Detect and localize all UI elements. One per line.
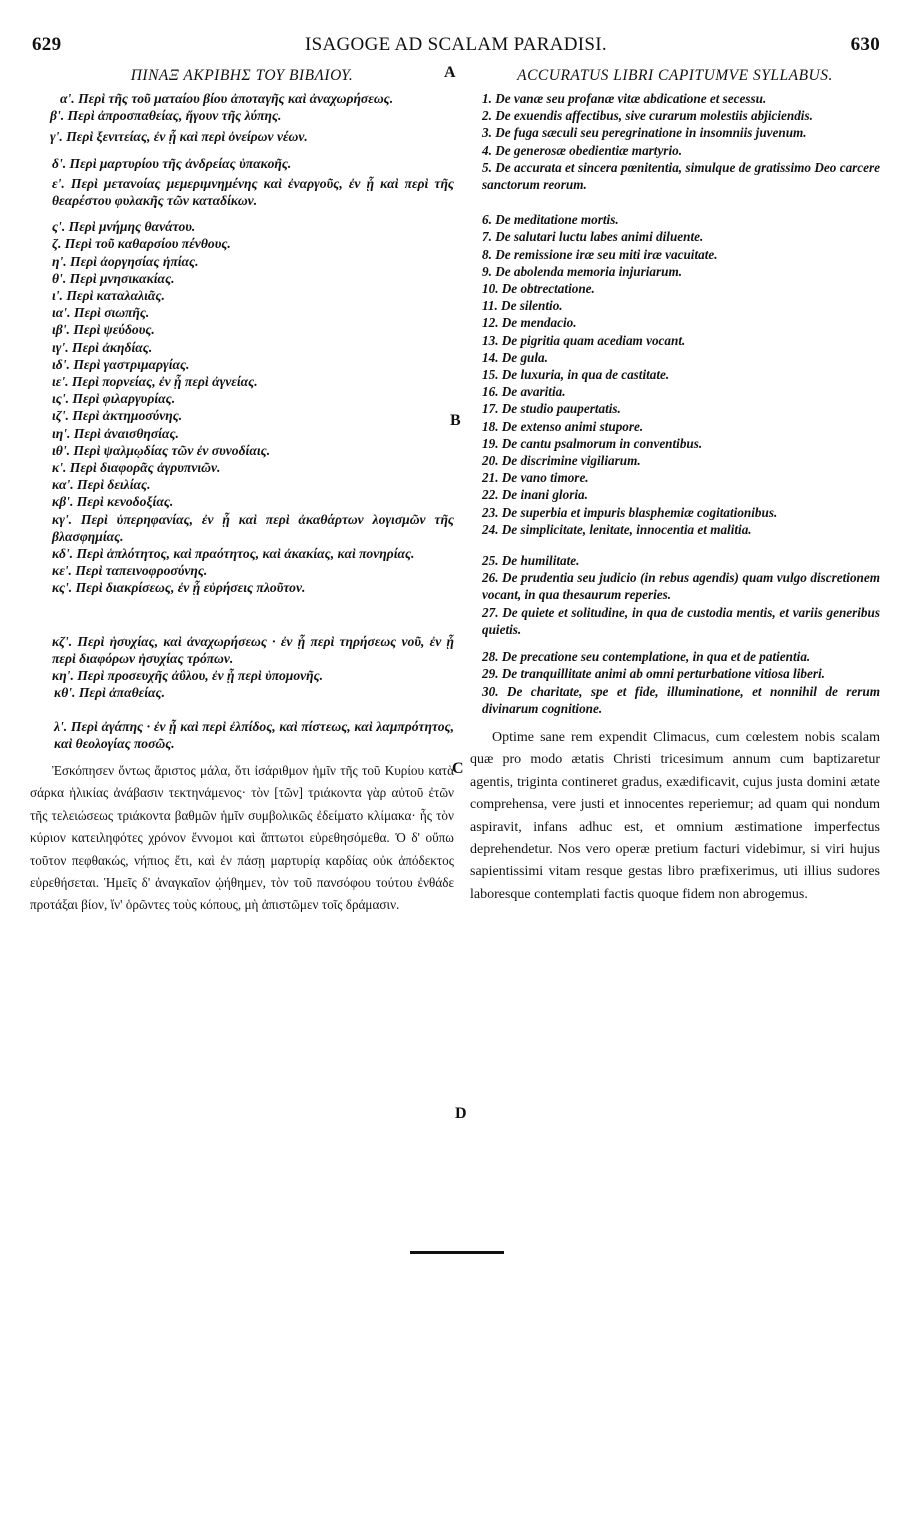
- latin-entry: 4. De generosæ obedientiæ martyrio.: [482, 142, 682, 158]
- margin-letter-b: B: [450, 412, 461, 429]
- latin-entry: 9. De abolenda memoria injuriarum.: [482, 263, 683, 279]
- latin-entry: 1. De vanæ seu profanæ vitæ abdicatione et secessu.: [482, 91, 767, 106]
- greek-entry: ιε'. Περὶ πορνείας, ἐν ᾗ περὶ ἀγνείας.: [52, 374, 258, 390]
- greek-entry: κζ'. Περὶ ἡσυχίας, καὶ ἀναχωρήσεως · ἐν ᾗ περὶ τηρήσεως νοῦ, ἐν ᾗ περὶ διαφόρων ἡσυχίας τρόπων.: [52, 633, 454, 666]
- greek-entry: κη'. Περὶ προσευχῆς ἀΰλου, ἐν ᾗ περὶ ὑπομονῆς.: [52, 668, 324, 684]
- latin-entry: 30. De charitate, spe et fide, illuminatione, et nonnihil de rerum divinarum cognitione.: [482, 683, 880, 716]
- running-title: ISAGOGE AD SCALAM PARADISI.: [305, 34, 607, 55]
- latin-entry: 2. De exuendis affectibus, sive curarum molestiis abjiciendis.: [482, 108, 813, 124]
- latin-entry: 10. De obtrectatione.: [482, 281, 595, 297]
- greek-column-title: ΠΙΝΑΞ ΑΚΡΙΒΗΣ ΤΟΥ ΒΙΒΛΙΟΥ.: [130, 67, 354, 84]
- greek-entry: ιγ'. Περὶ ἀκηδίας.: [52, 339, 153, 355]
- greek-table-of-contents: [30, 90, 454, 752]
- latin-column-title: ACCURATUS LIBRI CAPITUMVE SYLLABUS.: [517, 67, 833, 84]
- latin-entry: 20. De discrimine vigiliarum.: [482, 453, 641, 469]
- latin-entry: 8. De remissione iræ seu miti iræ vacuitate.: [482, 246, 718, 262]
- greek-entry: κ'. Περὶ διαφορᾶς ἀγρυπνιῶν.: [52, 460, 221, 476]
- page-number-left: 629: [32, 34, 62, 55]
- greek-entry: κδ'. Περὶ ἁπλότητος, καὶ πραότητος, καὶ ἀκακίας, καὶ πονηρίας.: [52, 546, 415, 562]
- latin-column: [470, 66, 880, 906]
- latin-entry: 28. De precatione seu contemplatione, in qua et de patientia.: [482, 649, 811, 665]
- greek-entry: ζ. Περὶ τοῦ καθαρσίου πένθους.: [52, 236, 231, 252]
- latin-entry: 22. De inani gloria.: [482, 487, 588, 503]
- running-head: [32, 34, 880, 56]
- latin-entry: 18. De extenso animi stupore.: [482, 418, 644, 434]
- latin-entry: 11. De silentio.: [482, 298, 563, 314]
- greek-entry: κγ'. Περὶ ὑπερηφανίας, ἐν ᾗ καὶ περὶ ἀκαθάρτων λογισμῶν τῆς βλασφημίας.: [52, 511, 454, 544]
- greek-entry: δ'. Περὶ μαρτυρίου τῆς ἀνδρείας ὑπακοῆς.: [52, 155, 292, 171]
- greek-entry: ιη'. Περὶ ἀναισθησίας.: [52, 425, 179, 441]
- page-number-right: 630: [850, 34, 880, 55]
- latin-entry: 7. De salutari luctu labes animi diluente.: [482, 229, 704, 245]
- greek-entry: γ'. Περὶ ξενιτείας, ἐν ᾗ καὶ περὶ ὀνείρων νέων.: [50, 129, 308, 145]
- greek-entry: ιδ'. Περὶ γαστριμαργίας.: [52, 356, 190, 372]
- greek-entry: κα'. Περὶ δειλίας.: [52, 477, 151, 493]
- greek-introduction-paragraph: Ἐσκόπησεν ὄντως ἄριστος μάλα, ὅτι ἰσάριθμον ἡμῖν τῆς τοῦ Κυρίου κατὰ σάρκα ἡλικίας ἀνάβασιν τεκτηνάμενος· τὸν [τῶν] τριάκοντα γὰρ αὐτοῦ ἐτῶν τῆς τελειώσεως τριάκοντα βαθμῶν ἡμῖν συμβολικῶς ἐδείματο κλίμακα· ἧς τὸν κύριον κατειληφότες χρόνον ἔννομοι καὶ ἄπτωτοι εὑρεθησόμεθα. Ὁ δ' οὔπω τοῦτον πεφθακώς, νήπιος ἔτι, καὶ ἐν πάσῃ μαρτυρίᾳ καρδίας οὐκ ἀπόδεκτος εὑρεθήσεται. Ἡμεῖς δ' ἀναγκαῖον ᾠήθημεν, τὸν τοῦ πανσόφου τούτου ἐνθάδε προτάξαι βίον, ἵν' ὁρῶντες τοὺς κόπους, μὴ ἀπιστῶμεν τοῖς δράμασιν.: [30, 762, 454, 913]
- latin-entry: 16. De avaritia.: [482, 384, 566, 400]
- latin-entry: 24. De simplicitate, lenitate, innocentia et malitia.: [482, 521, 752, 537]
- greek-entry: α'. Περὶ τῆς τοῦ ματαίου βίου ἀποταγῆς καὶ ἀναχωρήσεως.: [60, 91, 394, 106]
- greek-entry: κβ'. Περὶ κενοδοξίας.: [52, 494, 174, 510]
- greek-entry: ια'. Περὶ σιωπῆς.: [52, 305, 150, 321]
- greek-entry: ς'. Περὶ μνήμης θανάτου.: [52, 219, 196, 235]
- margin-letter-d: D: [455, 1105, 467, 1122]
- latin-entry: 26. De prudentia seu judicio (in rebus agendis) quam vulgo discretionem vocant, in qua thesaurum reperies.: [482, 570, 880, 603]
- latin-entry: 14. De gula.: [482, 349, 548, 365]
- margin-letter-a: A: [444, 64, 456, 81]
- latin-entry: 25. De humilitate.: [482, 553, 580, 569]
- greek-column: [30, 66, 454, 917]
- latin-entry: 5. De accurata et sincera pœnitentia, simulque de gratissimo Deo carcere sanctorum reorum.: [482, 159, 880, 193]
- section-end-rule: [410, 1251, 504, 1254]
- latin-entry: 23. De superbia et impuris blasphemiæ cogitationibus.: [482, 504, 778, 520]
- greek-entry: ε'. Περὶ μετανοίας μεμεριμνημένης καὶ ἐναργοῦς, ἐν ᾗ καὶ περὶ τῆς θεαρέστου φυλακῆς τῶν καταδίκων.: [52, 175, 454, 209]
- greek-entry: ιβ'. Περὶ ψεύδους.: [52, 322, 155, 338]
- greek-entry: ιθ'. Περὶ ψαλμῳδίας τῶν ἐν συνοδίαις.: [52, 442, 271, 458]
- greek-entry: ιζ'. Περὶ ἀκτημοσύνης.: [52, 408, 183, 424]
- latin-entry: 29. De tranquillitate animi ab omni perturbatione vitiosa liberi.: [482, 666, 825, 682]
- latin-introduction-paragraph: Optime sane rem expendit Climacus, cum cœlestem nobis scalam quæ pro modo ætatis Christi tricesimum annum cum baptizaretur agentis, triginta contineret gradus, exædificavit, cujus justa domini ætate comprehensa, vere justi et innocentes reperiemur; ad quam qui nondum aspiravit, infans adhuc est, et omnium æstimatione imperfectus deprehendetur. Nos vero operæ pretium facturi videbimur, si viri hujus sapientissimi vitam resque gestas libro præfixerimus, uti illius sudores laboresque contemplati factis quoque fidem non abrogemus.: [470, 729, 880, 902]
- greek-entry: β'. Περὶ ἀπροσπαθείας, ἤγουν τῆς λύπης.: [50, 108, 282, 124]
- latin-table-of-contents: [470, 90, 880, 717]
- greek-entry: λ'. Περὶ ἀγάπης · ἐν ᾗ καὶ περὶ ἐλπίδος, καὶ πίστεως, καὶ λαμπρότητος, καὶ θεολογίας ποσῶς.: [54, 718, 454, 751]
- greek-entry: ις'. Περὶ φιλαργυρίας.: [52, 391, 176, 407]
- latin-entry: 19. De cantu psalmorum in conventibus.: [482, 435, 703, 451]
- greek-entry: κθ'. Περὶ ἀπαθείας.: [54, 685, 166, 701]
- greek-entry: κε'. Περὶ ταπεινοφροσύνης.: [52, 563, 208, 579]
- greek-entry: ι'. Περὶ καταλαλιᾶς.: [52, 288, 165, 304]
- latin-entry: 15. De luxuria, in qua de castitate.: [482, 367, 670, 383]
- greek-entry: θ'. Περὶ μνησικακίας.: [52, 270, 175, 286]
- greek-entry: η'. Περὶ ἀοργησίας ἠπίας.: [52, 253, 199, 269]
- margin-letter-c: C: [452, 760, 464, 777]
- greek-entry: κς'. Περὶ διακρίσεως, ἐν ᾗ εὑρήσεις πλοῦτον.: [52, 580, 306, 596]
- latin-entry: 17. De studio paupertatis.: [482, 401, 621, 417]
- latin-entry: 27. De quiete et solitudine, in qua de custodia mentis, et variis generibus quietis.: [482, 604, 880, 637]
- latin-entry: 13. De pigritia quam acediam vocant.: [482, 332, 686, 348]
- latin-entry: 21. De vano timore.: [482, 470, 589, 486]
- latin-entry: 12. De mendacio.: [482, 315, 577, 331]
- latin-entry: 3. De fuga sæculi seu peregrinatione in insomniis juvenum.: [482, 125, 807, 141]
- latin-entry: 6. De meditatione mortis.: [482, 212, 619, 228]
